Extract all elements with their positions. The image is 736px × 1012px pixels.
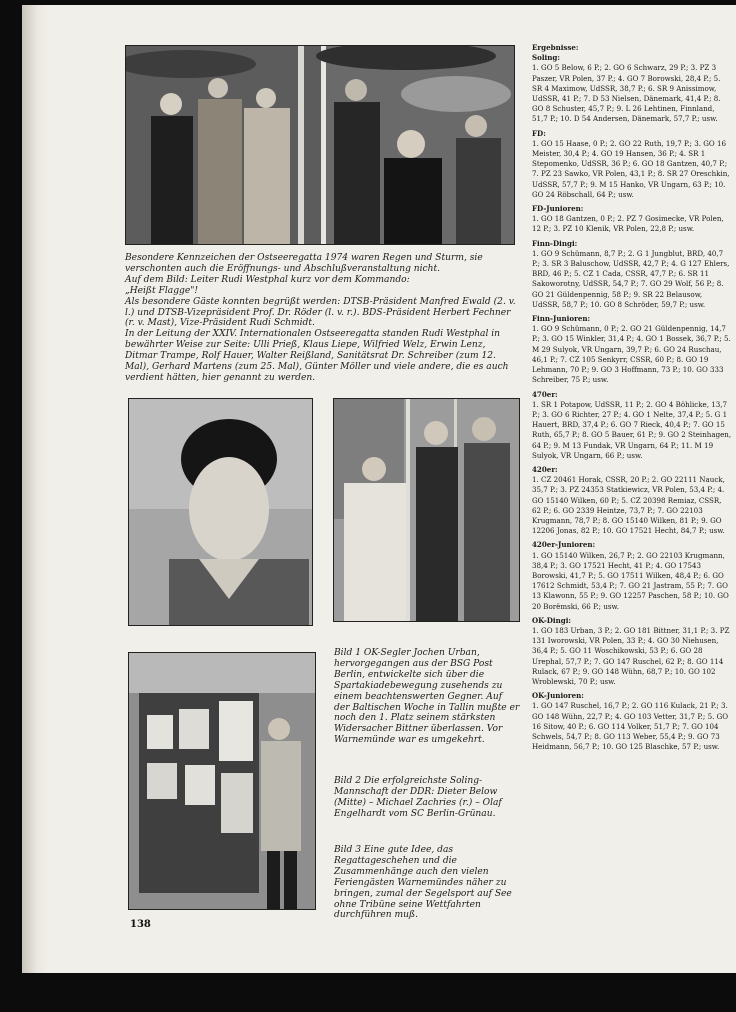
- caption-bild2-text: Bild 2 Die erfolgreichste Soling-Mannschaft der DDR: Dieter Below (Mitte) – Michael Zachries (r.) – Olaf Engelhardt vom SC Berlin-Grünau.: [334, 776, 502, 819]
- caption-bild1: [334, 648, 520, 746]
- results-column: [532, 43, 732, 756]
- results-section-head: Finn-Dingi:: [532, 238, 578, 248]
- top-caption: [125, 253, 519, 384]
- results-section-body: 1. GO 5 Below, 6 P.; 2. GO 6 Schwarz, 29 P.; 3. PZ 3 Paszer, VR Polen, 37 P.; 4. GO 7 Borowski, 28,4 P.; 5. SR 4 Maximow, UdSSR, 38,7 P.; 6. SR 9 Anissimow, UdSSR, 41 P.; 7. D 53 Nielsen, Dänemark, 41,4 P.; 8. GO 8 Schuster, 45,7 P.; 9. L 26 Lehtinen, Finnland, 51,7 P.; 10. D 54 Andersen, Dänemark, 57,7 P.; usw.: [532, 63, 721, 124]
- page-spine-shadow: [22, 5, 48, 973]
- results-section-body: 1. GO 15140 Wilken, 26,7 P.; 2. GO 22103 Krugmann, 38,4 P.; 3. GO 17521 Hecht, 41 P.; 4. GO 17543 Borowski, 41,7 P.; 5. GO 17511 Wilken, 48,4 P.; 6. GO 17612 Schmidt, 53,4 P.; 7. GO 21 Jastram, 55 P.; 7. GO 13 Klawonn, 55 P.; 9. GO 12257 Paschen, 58 P.; 10. GO 20 Borëmski, 66 P.; usw.: [532, 550, 729, 611]
- results-section-body: 1. GO 18 Gantzen, 0 P.; 2. PZ 7 Gosimecke, VR Polen, 12 P.; 3. PZ 10 Klenik, VR Polen, 22,8 P.; usw.: [532, 214, 724, 234]
- magazine-page: [22, 5, 736, 973]
- caption-bild1-text: Bild 1 OK-Segler Jochen Urban, hervorgegangen aus der BSG Post Berlin, entwickelte sich über die Spartakiadebewegung zusehends zu einem beachtenswerten Gegner. Auf der Baltischen Woche in Tallin mußte er noch den 1. Platz seinem stärksten Widersacher Bittner überlassen. Vor Warnemünde war es umgekehrt.: [334, 648, 520, 746]
- photo-bild1-portrait: [128, 398, 313, 626]
- results-title: Ergebnisse:: [532, 43, 579, 52]
- results-section-head: Finn-Junioren:: [532, 314, 591, 324]
- results-section-head: OK-Dingi:: [532, 615, 572, 625]
- results-section-body: 1. CZ 20461 Horak, CSSR, 20 P.; 2. GO 22111 Nauck, 35,7 P.; 3. PZ 24353 Statkiewicz, VR Polen, 53,4 P.; 4. GO 15140 Wilken, 60 P.; 5. CZ 20398 Remiaz, CSSR, 62 P.; 6. GO 2339 Heintze, 73,7 P.; 7. GO 22103 Krugmann, 78,7 P.; 8. GO 15140 Wilken, 81 P.; 9. GO 12206 Jonas, 82 P.; 10. GO 17521 Hecht, 84,7 P.; usw.: [532, 475, 725, 536]
- photo-regatta-opening: [125, 45, 515, 245]
- results-section-head: Soling:: [532, 53, 560, 63]
- results-section-head: OK-Junioren:: [532, 691, 584, 701]
- photo-bild3-infoboard: [128, 652, 316, 910]
- results-section-head: FD:: [532, 128, 546, 138]
- top-caption-line: Besondere Kennzeichen der Ostseeregatta 1974 waren Regen und Sturm, sie verschonten auch die Eröffnungs- und Abschlußveranstaltung nicht.: [125, 253, 483, 274]
- page-number: 138: [130, 919, 151, 930]
- photo-bild3-art: [129, 653, 315, 909]
- photo-regatta-opening-art: [126, 46, 514, 244]
- results-section-body: 1. GO 183 Urban, 3 P.; 2. GO 181 Bittner, 31,1 P.; 3. PZ 131 Iworowski, VR Polen, 33 P.; 4. GO 30 Niehusen, 36,4 P.; 5. GO 11 Woschikowski, 53 P.; 6. GO 28 Urephal, 57,7 P.; 7. GO 147 Ruschel, 62 P.; 8. GO 114 Rulack, 67 P.; 9. GO 148 Wühn, 68,7 P.; 10. GO 102 Wroblewski, 70 P.; usw.: [532, 625, 730, 686]
- caption-bild2: [334, 776, 520, 820]
- top-caption-line: Als besondere Gäste konnten begrüßt werden: DTSB-Präsident Manfred Ewald (2. v. l.) und DTSB-Vizepräsident Prof. Dr. Röder (l. v. r.). BDS-Präsident Herbert Fechner (r. v. Mast), Vize-Präsident Rudi Schmidt.: [125, 296, 516, 329]
- results-section-head: FD-Junioren:: [532, 204, 584, 214]
- photo-bild1-art: [129, 399, 312, 625]
- results-section-body: 1. SR 1 Potapow, UdSSR, 11 P.; 2. GO 4 Böhlicke, 13,7 P.; 3. GO 6 Richter, 27 P.; 4. GO 1 Nelte, 37,4 P.; 5. G 1 Hauert, BRD, 37,4 P.; 6. GO 7 Rieck, 40,4 P.; 7. GO 15 Ruth, 65,7 P.; 8. GO 5 Bauer, 61 P.; 9. GO 2 Steinhagen, 64 P.; 9. M 13 Fundak, VR Ungarn, 64 P.; 11. M 19 Sulyok, VR Ungarn, 66 P.; usw.: [532, 399, 732, 460]
- caption-bild3-text: Bild 3 Eine gute Idee, das Regattageschehen und die Zusammenhänge auch den vielen Feriengästen Warnemündes näher zu bringen, zumal der Segelsport auf See ohne Tribüne seine Wettfahrten durchführen muß.: [334, 845, 512, 921]
- results-section-body: 1. GO 15 Haase, 0 P.; 2. GO 22 Ruth, 19,7 P.; 3. GO 16 Meister, 30,4 P.; 4. GO 19 Hansen, 36 P.; 4. SR 1 Stepomenko, UdSSR, 36 P.; 6. GO 18 Gantzen, 40,7 P.; 7. PZ 23 Sawko, VR Polen, 43,1 P.; 8. SR 27 Oreschkin, UdSSR, 57,7 P.; 9. M 15 Hanko, VR Ungarn, 63 P.; 10. GO 24 Röbschall, 64 P.; usw.: [532, 138, 730, 199]
- photo-bild2-team: [333, 398, 520, 622]
- photo-bild2-art: [334, 399, 519, 621]
- top-caption-line: Auf dem Bild: Leiter Rudi Westphal kurz vor dem Kommando:: [125, 274, 410, 285]
- results-section-body: 1. GO 9 Schümann, 0 P.; 2. GO 21 Güldenpennig, 14,7 P.; 3. GO 15 Winkler, 31,4 P.; 4. GO 1 Bossek, 36,7 P.; 5. M 29 Sulyok, VR Ungarn, 39,7 P.; 6. GO 24 Ruschau, 46,1 P.; 7. CZ 105 Senkyrr, CSSR, 60 P.; 8. GO 19 Lehmann, 70 P.; 9. GO 3 Hoffmann, 73 P.; 10. GO 333 Schreiber, 75 P.; usw.: [532, 324, 731, 385]
- results-section-head: 470er:: [532, 389, 558, 399]
- top-caption-line: „Heißt Flagge"!: [125, 285, 199, 296]
- results-section-body: 1. GO 147 Ruschel, 16,7 P.; 2. GO 116 Kulack, 21 P.; 3. GO 148 Wühn, 22,7 P.; 4. GO 103 Vetter, 31,7 P.; 5. GO 16 Sitow, 40 P.; 6. GO 114 Volker, 51,7 P.; 7. GO 104 Schwels, 54,7 P.; 8. GO 113 Weber, 55,4 P.; 9. GO 73 Heidmann, 56,7 P.; 10. GO 125 Blaschke, 57 P.; usw.: [532, 701, 729, 752]
- results-section-body: 1. GO 9 Schümann, 8,7 P.; 2. G 1 Jungblut, BRD, 40,7 P.; 3. SR 3 Baluschow, UdSSR, 42,7 P.; 4. G 127 Ehlers, BRD, 46 P.; 5. CZ 1 Cada, CSSR, 47,7 P.; 6. SR 11 Sakoworotny, UdSSR, 54,7 P.; 7. GO 29 Wolf, 56 P.; 8. GO 21 Güldenpennig, 58 P.; 9. SR 22 Belausow, UdSSR, 58,7 P.; 10. GO 8 Schröder, 59,7 P.; usw.: [532, 248, 730, 309]
- results-section-head: 420er-Junioren:: [532, 540, 596, 550]
- caption-bild3: [334, 845, 520, 921]
- results-section-head: 420er:: [532, 464, 558, 474]
- top-caption-line: In der Leitung der XXIV. Internationalen Ostseeregatta standen Rudi Westphal in bewährter Weise zur Seite: Ulli Prieß, Klaus Liepe, Wilfried Welz, Erwin Lenz, Ditmar Trampe, Rolf Hauer, Walter Reißland, Sanitätsrat Dr. Schreiber (zum 12. Mal), Gerhard Martens (zum 25. Mal), Günter Möller und viele andere, die es auch verdient hätten, hier genannt zu werden.: [125, 329, 509, 383]
